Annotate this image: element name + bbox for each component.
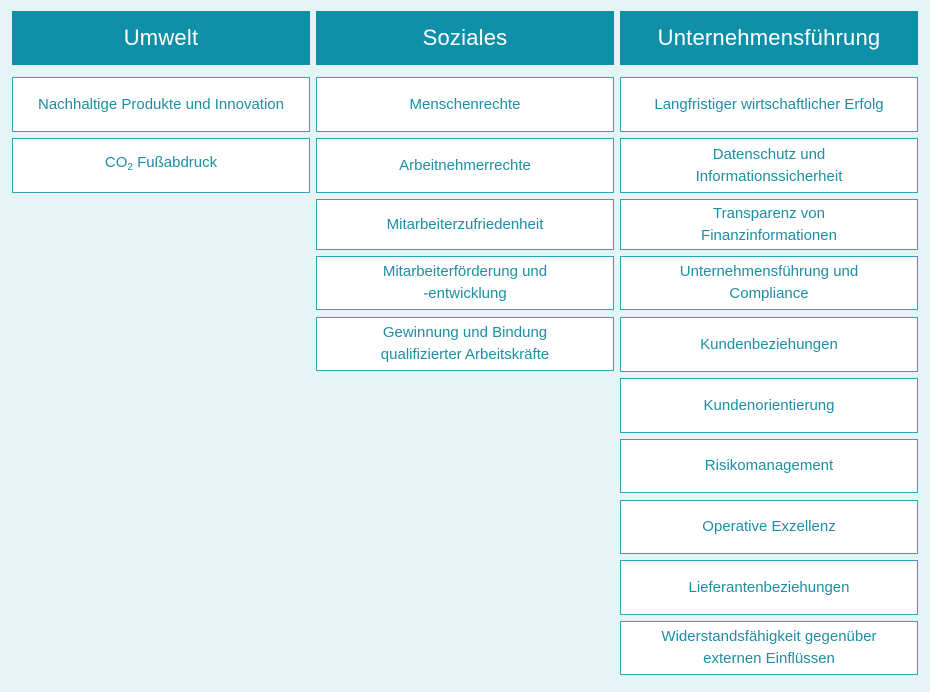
topic-box: [620, 317, 918, 372]
topic-label-line2: Informationssicherheit: [695, 167, 843, 185]
topic-box: [620, 621, 918, 675]
topic-label-line1: Gewinnung und Bindung: [382, 324, 548, 341]
topic-box: [316, 199, 614, 250]
topic-box: [316, 256, 614, 310]
topic-box: [620, 560, 918, 615]
topic-label-line1: Transparenz von: [712, 204, 825, 222]
topic-label-line2: Compliance: [729, 285, 809, 302]
topic-label: Operative Exzellenz: [702, 518, 836, 535]
topic-label-line1: Unternehmensführung und: [679, 263, 859, 280]
topic-label: Mitarbeiterzufriedenheit: [386, 215, 544, 233]
column-header-governance: Unternehmensführung: [620, 11, 918, 65]
column-header-environment: Umwelt: [12, 11, 310, 65]
topic-label: Lieferantenbeziehungen: [688, 578, 850, 596]
topic-label-line2: qualifizierter Arbeitskräfte: [380, 346, 550, 363]
topic-label: Arbeitnehmerrechte: [399, 156, 531, 174]
column-governance: [620, 11, 918, 667]
topic-box: [620, 199, 918, 250]
topic-label: Risikomanagement: [704, 457, 834, 474]
topic-box: [620, 500, 918, 554]
topic-label-line1: Mitarbeiterförderung und: [382, 263, 548, 280]
column-environment: [12, 11, 310, 173]
topic-box: [12, 77, 310, 132]
topic-label: Kundenbeziehungen: [700, 335, 838, 353]
topic-label: Langfristiger wirtschaftlicher Erfolg: [654, 95, 884, 113]
topic-box: [12, 138, 310, 193]
topic-label-line2: -entwicklung: [423, 285, 507, 302]
topic-box: [316, 138, 614, 193]
topic-box: [620, 378, 918, 433]
column-header-social: Soziales: [316, 11, 614, 65]
topic-label: Kundenorientierung: [703, 396, 835, 414]
topic-label-line2: Finanzinformationen: [701, 226, 837, 244]
topic-label: Menschenrechte: [409, 95, 521, 113]
column-social: [316, 11, 614, 363]
topic-label-line1: Datenschutz und: [712, 145, 826, 163]
topic-box: [620, 439, 918, 493]
topic-box: [620, 77, 918, 132]
topic-label-line2: externen Einflüssen: [703, 650, 835, 667]
topic-box: [316, 317, 614, 371]
topic-box: [316, 77, 614, 132]
topic-label-line1: Widerstandsfähigkeit gegenüber: [661, 628, 877, 645]
topic-box: [620, 138, 918, 193]
topic-label: Nachhaltige Produkte und Innovation: [37, 95, 284, 113]
topic-label: $CO_2$ Fußabdruck: [104, 154, 218, 173]
topic-box: [620, 256, 918, 310]
